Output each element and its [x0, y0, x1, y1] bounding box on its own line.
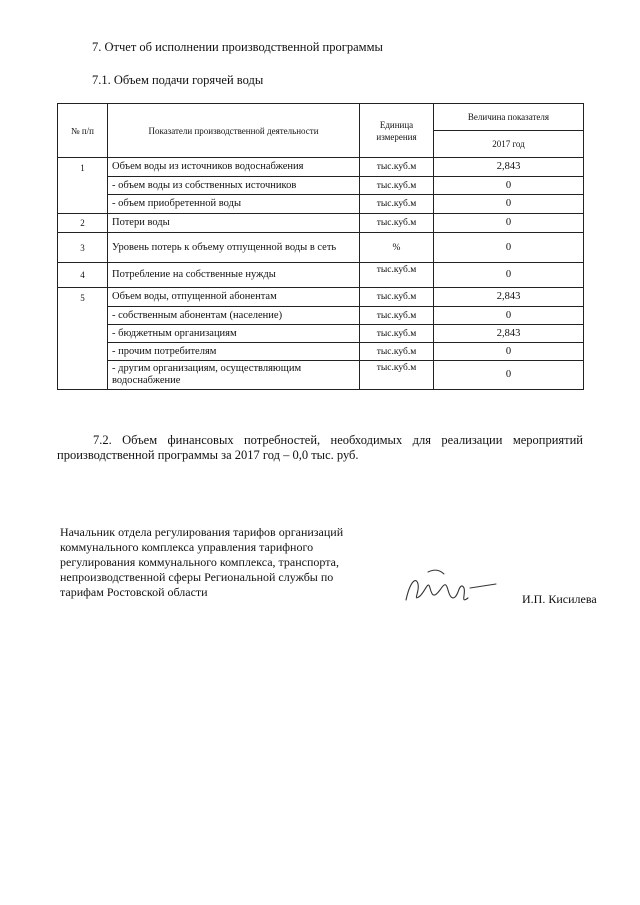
header-unit-line2: измерения — [376, 131, 417, 142]
row-value: 0 — [434, 177, 584, 195]
table-row — [58, 177, 584, 195]
paragraph-text: 7.2. Объем финансовых потребностей, необходимых для реализации мероприятий производственной программы за 2017 год – 0,0 тыс. руб. — [57, 433, 583, 462]
table-row — [58, 214, 584, 233]
table-row — [58, 343, 584, 361]
table-row — [58, 361, 584, 390]
table-row — [58, 158, 584, 177]
row-unit: тыс.куб.м — [360, 307, 434, 325]
row-unit: тыс.куб.м — [360, 361, 434, 390]
header-value: Величина показателя — [434, 104, 584, 131]
row-unit: тыс.куб.м — [360, 195, 434, 214]
table-row — [58, 288, 584, 307]
row-value: 2,843 — [434, 325, 584, 343]
subsection-heading: 7.1. Объем подачи горячей воды — [92, 73, 264, 87]
row-indicator: - прочим потребителям — [108, 343, 360, 361]
signatory-line: регулирования коммунального комплекса, транспорта, — [60, 555, 339, 569]
row-value: 0 — [434, 233, 584, 263]
row-indicator: Уровень потерь к объему отпущенной воды в сеть — [108, 233, 360, 263]
row-unit: тыс.куб.м — [360, 288, 434, 307]
row-num: 2 — [58, 214, 108, 233]
table-row — [58, 233, 584, 263]
row-indicator: - другим организациям, осуществляющим водоснабжение — [108, 361, 360, 390]
row-value: 0 — [434, 361, 584, 390]
row-value: 0 — [434, 195, 584, 214]
row-num: 5 — [58, 288, 108, 390]
header-num: № п/п — [58, 104, 108, 158]
table-row — [58, 325, 584, 343]
row-unit: тыс.куб.м — [360, 177, 434, 195]
row-unit: тыс.куб.м — [360, 343, 434, 361]
row-value: 0 — [434, 343, 584, 361]
row-value: 0 — [434, 214, 584, 233]
section-heading: 7. Отчет об исполнении производственной программы — [92, 40, 383, 54]
signatory-line: коммунального комплекса управления тарифного — [60, 540, 314, 554]
production-indicators-table — [57, 103, 584, 390]
signatory-line: непроизводственной сферы Региональной службы по — [60, 570, 334, 584]
header-unit-line1: Единица — [379, 119, 414, 130]
row-indicator: Потери воды — [108, 214, 360, 233]
table-row — [58, 263, 584, 288]
row-value: 0 — [434, 263, 584, 288]
row-num: 3 — [58, 233, 108, 263]
row-unit: тыс.куб.м — [360, 325, 434, 343]
row-unit: тыс.куб.м — [360, 214, 434, 233]
row-indicator: Объем воды, отпущенной абонентам — [108, 288, 360, 307]
table-row — [58, 307, 584, 325]
handwritten-signature — [398, 562, 508, 612]
header-indicator: Показатели производственной деятельности — [108, 104, 360, 158]
row-indicator: Потребление на собственные нужды — [108, 263, 360, 288]
row-indicator: - собственным абонентам (население) — [108, 307, 360, 325]
table-header-row — [58, 104, 584, 131]
header-year: 2017 год — [434, 131, 584, 158]
row-indicator: - объем приобретенной воды — [108, 195, 360, 214]
signatory-line: тарифам Ростовской области — [60, 585, 208, 599]
row-indicator: - бюджетным организациям — [108, 325, 360, 343]
row-value: 2,843 — [434, 158, 584, 177]
row-num: 1 — [58, 158, 108, 214]
row-value: 0 — [434, 307, 584, 325]
signatory-name: И.П. Кисилева — [522, 592, 597, 606]
row-unit: тыс.куб.м — [360, 263, 434, 288]
row-unit: % — [360, 233, 434, 263]
financial-needs-paragraph — [57, 433, 583, 463]
row-value: 2,843 — [434, 288, 584, 307]
row-indicator: - объем воды из собственных источников — [108, 177, 360, 195]
signatory-title — [60, 525, 400, 600]
row-num: 4 — [58, 263, 108, 288]
signatory-line: Начальник отдела регулирования тарифов организаций — [60, 525, 344, 539]
header-unit — [360, 104, 434, 158]
row-indicator: Объем воды из источников водоснабжения — [108, 158, 360, 177]
row-unit: тыс.куб.м — [360, 158, 434, 177]
table-row — [58, 195, 584, 214]
